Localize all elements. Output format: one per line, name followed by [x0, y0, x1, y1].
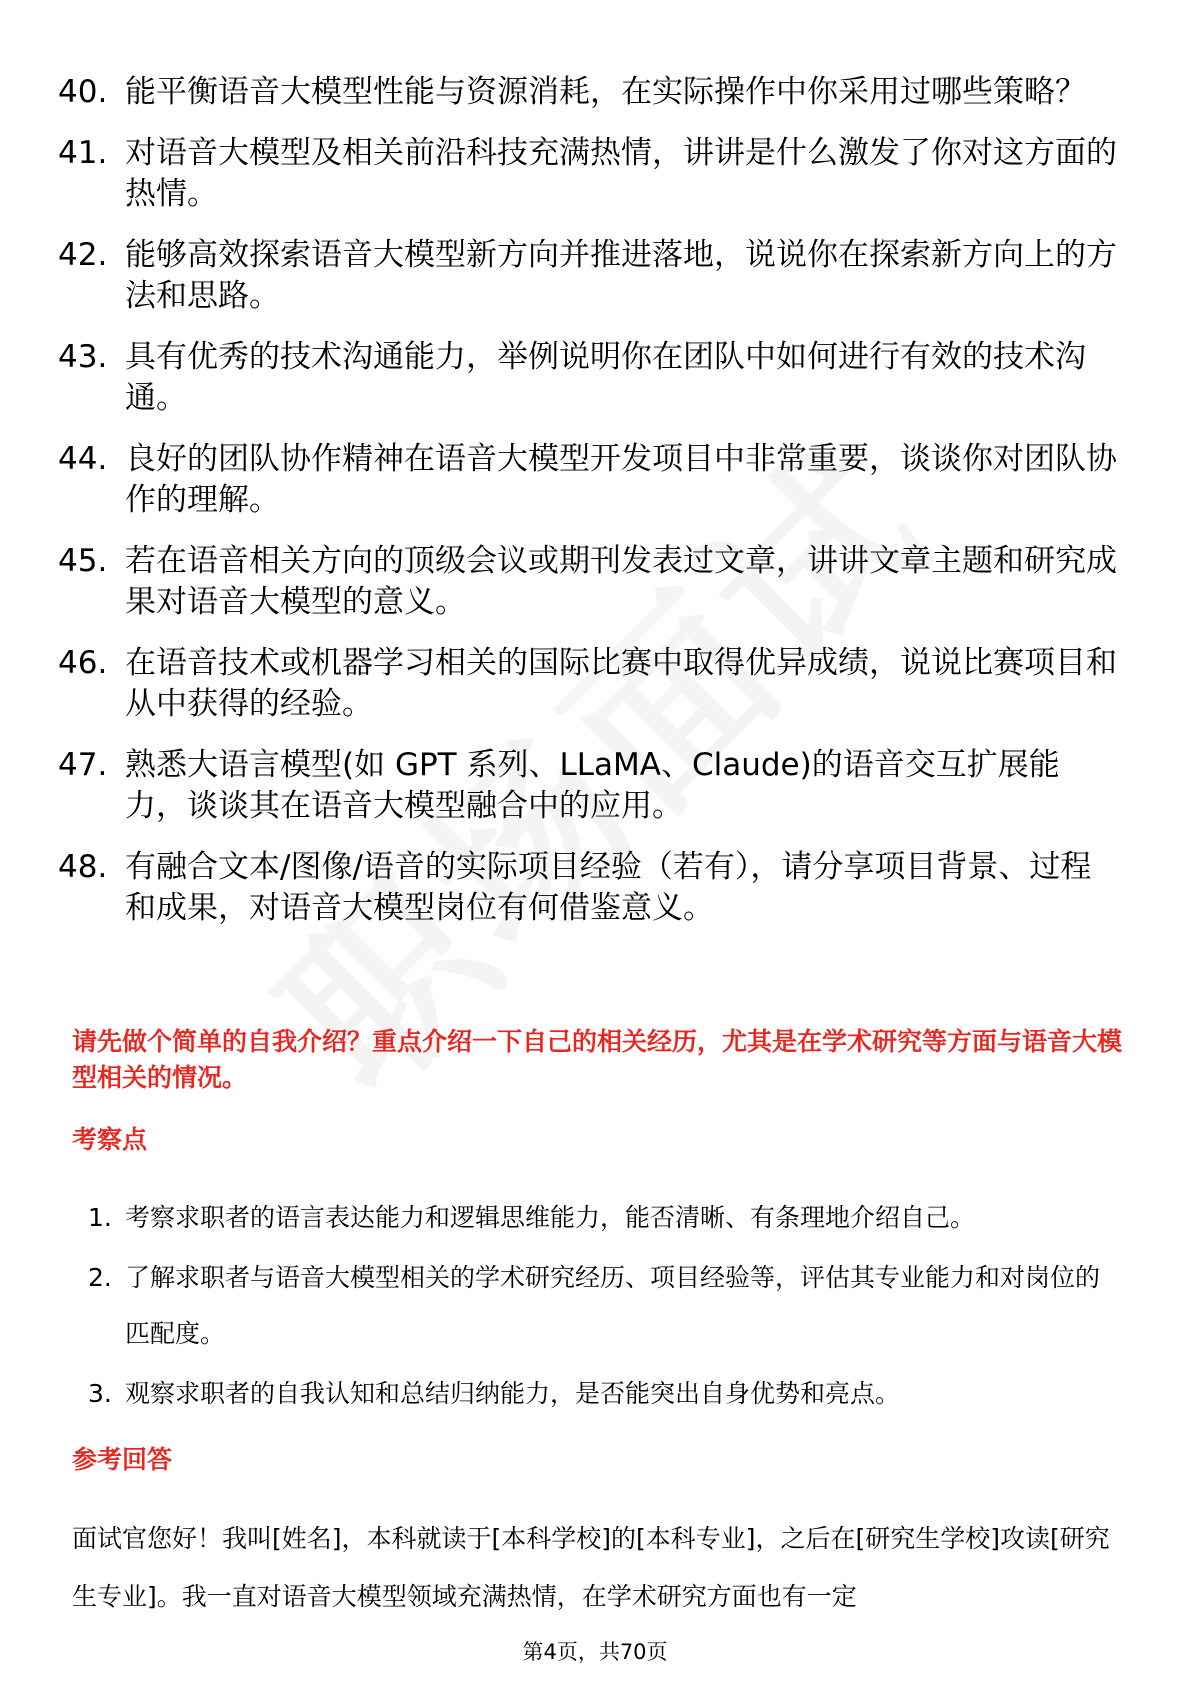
question-number: 46.	[58, 645, 108, 681]
question-text: 在语音技术或机器学习相关的国际比赛中取得优异成绩，说说比赛项目和从中获得的经验。	[125, 645, 1117, 722]
point-number: 2.	[88, 1263, 112, 1292]
section-title-points: 考察点	[72, 1125, 148, 1154]
question-number: 41.	[58, 135, 108, 171]
section-title-answer: 参考回答	[72, 1445, 173, 1474]
question-list	[58, 72, 1118, 949]
question-item	[58, 745, 1118, 827]
question-text: 熟悉大语言模型(如 GPT 系列、LLaMA、Claude)的语音交互扩展能力，谈谈其在语音大模型融合中的应用。	[125, 747, 1060, 824]
question-number: 47.	[58, 747, 108, 783]
question-item	[58, 337, 1118, 419]
question-number: 44.	[58, 441, 108, 477]
question-item	[58, 133, 1118, 215]
highlight-question: 请先做个简单的自我介绍？重点介绍一下自己的相关经历，尤其是在学术研究等方面与语音大模型相关的情况。	[72, 1027, 1123, 1092]
question-item	[58, 541, 1118, 623]
question-item	[58, 439, 1118, 521]
point-number: 3.	[88, 1379, 112, 1408]
answer-paragraph: 面试官您好！我叫[姓名]，本科就读于[本科学校]的[本科专业]，之后在[研究生学校]攻读[研究生专业]。我一直对语音大模型领域充满热情，在学术研究方面也有一定	[72, 1524, 1110, 1611]
points-list	[88, 1190, 1123, 1426]
point-item	[88, 1366, 1123, 1422]
question-item	[58, 235, 1118, 317]
question-text: 对语音大模型及相关前沿科技充满热情，讲讲是什么激发了你对这方面的热情。	[125, 135, 1117, 212]
page-footer: 第4页，共70页	[522, 1640, 668, 1664]
question-text: 具有优秀的技术沟通能力，举例说明你在团队中如何进行有效的技术沟通。	[125, 339, 1086, 416]
question-number: 43.	[58, 339, 108, 375]
point-text: 观察求职者的自我认知和总结归纳能力，是否能突出自身优势和亮点。	[125, 1379, 901, 1408]
question-text: 若在语音相关方向的顶级会议或期刊发表过文章，讲讲文章主题和研究成果对语音大模型的意义。	[125, 543, 1117, 620]
question-number: 45.	[58, 543, 108, 579]
question-text: 良好的团队协作精神在语音大模型开发项目中非常重要，谈谈你对团队协作的理解。	[125, 441, 1117, 518]
point-text: 了解求职者与语音大模型相关的学术研究经历、项目经验等，评估其专业能力和对岗位的匹配度。	[125, 1263, 1101, 1348]
question-item	[58, 72, 1118, 113]
question-number: 40.	[58, 74, 108, 110]
question-item	[58, 847, 1118, 929]
point-item	[88, 1190, 1123, 1246]
question-text: 能够高效探索语音大模型新方向并推进落地，说说你在探索新方向上的方法和思路。	[125, 237, 1117, 314]
question-item	[58, 643, 1118, 725]
question-text: 能平衡语音大模型性能与资源消耗，在实际操作中你采用过哪些策略？	[125, 74, 1086, 110]
question-number: 42.	[58, 237, 108, 273]
point-number: 1.	[88, 1203, 112, 1232]
question-text: 有融合文本/图像/语音的实际项目经验（若有），请分享项目背景、过程和成果，对语音大模型岗位有何借鉴意义。	[125, 849, 1092, 926]
question-number: 48.	[58, 849, 108, 885]
point-text: 考察求职者的语言表达能力和逻辑思维能力，能否清晰、有条理地介绍自己。	[125, 1203, 976, 1232]
point-item	[88, 1250, 1123, 1362]
